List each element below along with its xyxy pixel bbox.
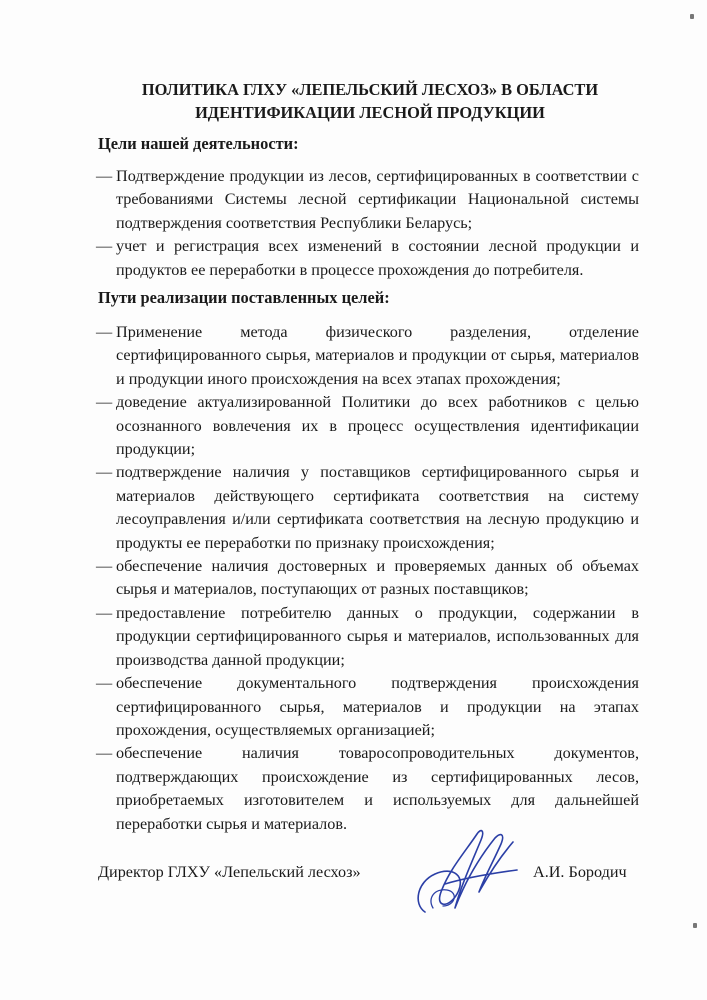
signature-loop [431,890,454,908]
title-line-1: ПОЛИТИКА ГЛХУ «ЛЕПЕЛЬСКИЙ ЛЕСХОЗ» В ОБЛАСТИ [141,80,599,99]
list-item [98,555,639,602]
dash-bullet: — [96,393,112,412]
dash-bullet: — [96,603,112,622]
list-item-text: учет и регистрация всех изменений в состоянии лесной продукции и продуктов ее переработки в процессе прохождения до потребителя. [116,237,639,279]
handwritten-signature [405,812,535,922]
list-item [98,235,639,282]
list-item [98,165,639,235]
signature-stroke [418,831,517,912]
list-item [98,742,639,836]
goals-list [98,165,639,282]
list-item-text: подтверждение наличия у поставщиков сертифицированного сырья и материалов действующего сертификата соответствия на систему лесоуправления и/или сертификата соответствия на лесную продукцию и продукты ее переработки по признаку происхождения; [116,463,639,552]
dash-bullet: — [96,674,112,693]
dash-bullet: — [96,237,112,256]
list-item-text: доведение актуализированной Политики до всех работников с целью осознанного вовлечения их в процесс осуществления идентификации продукции; [116,393,639,459]
list-item-text: Применение метода физического разделения, отделение сертифицированного сырья, материалов и продукции от сырья, материалов и продукции иного происхождения на всех этапах прохождения; [116,323,639,388]
list-item [98,321,639,391]
signatory-position: Директор ГЛХУ «Лепельский лесхоз» [98,863,361,881]
dash-bullet: — [96,463,112,482]
list-item-text: Подтверждение продукции из лесов, сертифицированных в соответствии с требованиями Системы лесной сертификации Национальной системы подтверждения соответствия Республики Беларусь; [116,167,639,232]
list-item-text: обеспечение наличия достоверных и проверяемых данных об объемах сырья и материалов, поступающих от разных поставщиков; [116,557,639,599]
dash-bullet: — [96,557,112,576]
dash-bullet: — [96,167,112,185]
list-item [98,391,639,461]
list-item [98,461,639,555]
list-item [98,602,639,672]
list-item-text: предоставление потребителю данных о продукции, содержании в продукции сертифицированного сырья и материалов, использованных для производства данной продукции; [116,603,639,669]
scan-artifact [693,923,697,928]
ways-heading: Пути реализации поставленных целей: [98,288,390,307]
list-item-text: обеспечение наличия товаросопроводительных документов, подтверждающих происхождение из сертифицированных лесов, приобретаемых изготовителем и используемых для дальнейшей переработки сырья и материалов. [116,744,639,833]
goals-heading: Цели нашей деятельности: [98,134,299,153]
page-title [100,78,640,124]
signatory-name: А.И. Бородич [533,863,627,881]
list-item-text: обеспечение документального подтверждения происхождения сертифицированного сырья, материалов и продукции на этапах прохождения, осуществляемых организацией; [116,674,639,739]
dash-bullet: — [96,323,112,341]
title-line-2: ИДЕНТИФИКАЦИИ ЛЕСНОЙ ПРОДУКЦИИ [195,103,545,122]
list-item [98,672,639,742]
scan-artifact [690,14,694,19]
dash-bullet: — [96,744,112,763]
ways-list [98,321,639,836]
